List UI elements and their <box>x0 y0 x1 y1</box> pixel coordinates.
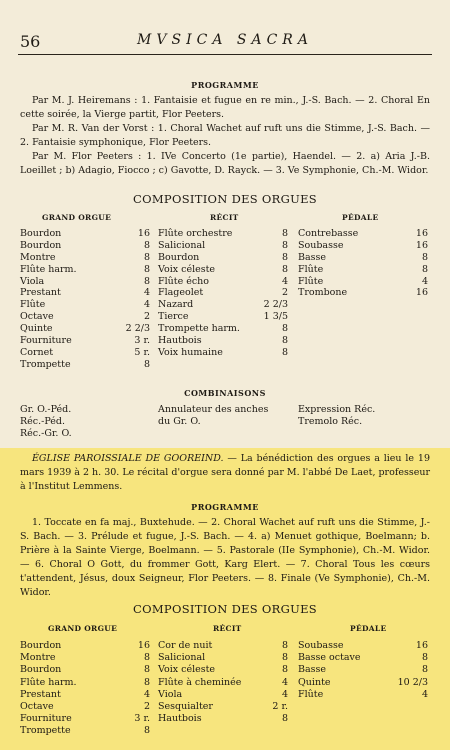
stop-row <box>298 228 428 240</box>
church-title: ÉGLISE PAROISSIALE DE GOOREIND. <box>32 453 224 464</box>
stop-row <box>158 299 288 311</box>
stop-name: Soubasse <box>298 640 344 651</box>
stop-name: Prestant <box>20 287 61 299</box>
stop-row <box>158 677 288 689</box>
stop-pitch: 4 <box>281 676 288 688</box>
stop-pitch: 8 <box>281 335 288 347</box>
stop-name: Voix céleste <box>158 263 216 275</box>
stop-row <box>20 276 150 288</box>
gooreind-intro <box>20 452 430 494</box>
stop-name: Fourniture <box>20 713 72 725</box>
stop-row <box>298 652 428 664</box>
stop-pitch: 8 <box>281 263 288 275</box>
stop-pitch: 4 <box>281 688 288 700</box>
stop-name: Hautbois <box>158 713 202 725</box>
stop-row <box>20 652 150 664</box>
stop-row <box>20 664 150 676</box>
stop-name: Flûte harm. <box>20 263 77 275</box>
stop-row <box>20 713 150 725</box>
stop-row <box>158 323 288 335</box>
stop-row <box>298 264 428 276</box>
stop-row <box>20 701 150 713</box>
stop-pitch: 8 <box>281 239 288 251</box>
stop-row <box>158 701 288 713</box>
stop-row <box>20 287 150 299</box>
stop-pitch: 8 <box>281 228 288 239</box>
stop-row <box>20 640 150 652</box>
combinations-col-3 <box>298 404 428 428</box>
stop-name: Flûte harm. <box>20 676 77 688</box>
stop-name: Bourdon <box>158 251 200 263</box>
stop-name: Fourniture <box>20 335 72 347</box>
stop-name: Trompette <box>20 358 71 370</box>
stop-row <box>20 299 150 311</box>
stop-pitch: 8 <box>143 725 150 737</box>
stop-pitch: 2 2/3 <box>125 323 150 335</box>
stop-pitch: 8 <box>143 664 150 676</box>
stop-name: Voix céleste <box>158 664 216 676</box>
stop-pitch: 8 <box>421 664 428 676</box>
stop-name: Contrebasse <box>298 228 359 239</box>
stop-name: Soubasse <box>298 239 344 251</box>
stop-name: Bourdon <box>20 239 62 251</box>
stop-pitch: 8 <box>143 263 150 275</box>
stop-name: Voix humaine <box>158 346 223 358</box>
stop-pitch: 2 2/3 <box>263 299 288 311</box>
stop-row <box>20 252 150 264</box>
stop-name: Bourdon <box>20 228 62 239</box>
stop-row <box>298 276 428 288</box>
stop-name: Quinte <box>298 676 331 688</box>
page-header <box>18 30 432 55</box>
stop-list-grand-orgue-2 <box>20 640 150 738</box>
stop-row <box>158 664 288 676</box>
stop-pitch: 8 <box>143 239 150 251</box>
stop-name: Nazard <box>158 299 194 311</box>
stop-pitch: 16 <box>415 228 428 239</box>
stop-row <box>158 689 288 701</box>
stop-pitch: 16 <box>415 640 428 651</box>
stop-pitch: 4 <box>143 299 150 311</box>
stop-row <box>20 359 150 371</box>
stop-pitch: 8 <box>421 251 428 263</box>
stop-name: Flûte à cheminée <box>158 676 242 688</box>
stop-row <box>298 640 428 652</box>
journal-title: MVSICA SACRA <box>137 32 313 48</box>
stop-row <box>158 240 288 252</box>
stop-name: Bourdon <box>20 640 62 651</box>
stop-row <box>158 264 288 276</box>
stop-list-grand-orgue <box>20 228 150 371</box>
stop-pitch: 4 <box>143 688 150 700</box>
stop-name: Flûte <box>298 263 324 275</box>
column-head-recit: RÉCIT <box>210 213 239 222</box>
stop-name: Montre <box>20 652 56 664</box>
stop-pitch: 4 <box>421 688 428 700</box>
stop-pitch: 16 <box>137 640 150 651</box>
stop-name: Flûte orchestre <box>158 228 233 239</box>
stop-pitch: 2 <box>281 287 288 299</box>
stop-name: Cornet <box>20 346 54 358</box>
stop-row <box>20 335 150 347</box>
stop-name: Trompette harm. <box>158 323 240 335</box>
stop-row <box>298 677 428 689</box>
stop-row <box>298 664 428 676</box>
stop-name: Basse octave <box>298 652 361 664</box>
stop-pitch: 2 <box>143 700 150 712</box>
stop-row <box>298 240 428 252</box>
stop-name: Trombone <box>298 287 348 299</box>
stop-name: Octave <box>20 700 54 712</box>
stop-name: Basse <box>298 251 327 263</box>
stop-row <box>20 689 150 701</box>
combination-item: Annulateur des anches <box>158 404 269 415</box>
program-line: Par M. J. Heiremans : 1. Fantaisie et fugue en re min., J.-S. Bach. — 2. Choral En cette soirée, la Vierge partit, Flor Peeters. <box>20 95 430 120</box>
stop-list-pedale-2 <box>298 640 428 701</box>
stop-row <box>158 713 288 725</box>
page-number: 56 <box>20 32 41 51</box>
stop-name: Flûte <box>20 299 46 311</box>
stop-name: Quinte <box>20 323 53 335</box>
combination-item: Réc.-Péd. <box>20 416 66 427</box>
program-paragraph: 1. Toccate en fa maj., Buxtehude. — 2. Choral Wachet auf ruft uns die Stimme, J.-S. Bach. — 3. Prélude et fugue, J.-S. Bach. — 4. a) Menuet gothique, Boelmann; b. Prière à la Sainte Vierge, Boelmann. — 5. Pastorale (IIe Symphonie), Ch.-M. Widor. — 6. Choral O Gott, du frommer Gott, Karg Elert. — 7. Choral Tous les cœurs t'attendent, Jésus, doux Seigneur, Flor Peeters. — 8. Finale (Ve Symphonie), Ch.-M. Widor. <box>20 517 430 598</box>
column-head-grand-orgue-2: GRAND ORGUE <box>48 624 118 633</box>
stop-pitch: 5 r. <box>134 346 150 358</box>
column-head-pedale: PÉDALE <box>342 213 379 222</box>
stop-pitch: 8 <box>421 652 428 664</box>
combinations-col-1 <box>20 404 150 440</box>
stop-name: Flageolet <box>158 287 204 299</box>
column-head-pedale-2: PÉDALE <box>350 624 387 633</box>
stop-name: Salicional <box>158 652 206 664</box>
stop-name: Bourdon <box>20 664 62 676</box>
stop-row <box>20 347 150 359</box>
combination-item: Tremolo Réc. <box>298 416 363 427</box>
program-text <box>20 94 430 178</box>
combination-item: Expression Réc. <box>298 404 376 415</box>
intro-text: — La bénédiction des orgues a lieu le 19 mars 1939 à 2 h. 30. Le récital d'orgue sera donné par M. l'abbé De Laet, professeur à l'Institut Lemmens. <box>20 453 430 492</box>
stop-pitch: 8 <box>143 676 150 688</box>
stop-pitch: 16 <box>137 228 150 239</box>
stop-row <box>20 725 150 737</box>
stop-pitch: 10 2/3 <box>397 676 428 688</box>
composition-title: COMPOSITION DES ORGUES <box>133 192 317 206</box>
stop-list-pedale <box>298 228 428 299</box>
stop-row <box>158 335 288 347</box>
stop-pitch: 2 <box>143 311 150 323</box>
stop-pitch: 8 <box>143 358 150 370</box>
combinations-col-2 <box>158 404 288 428</box>
stop-pitch: 3 r. <box>134 713 150 725</box>
stop-row <box>158 640 288 652</box>
stop-name: Tierce <box>158 311 189 323</box>
program-title: PROGRAMME <box>191 80 259 90</box>
stop-name: Sesquialter <box>158 700 213 712</box>
stop-pitch: 8 <box>281 346 288 358</box>
stop-pitch: 8 <box>143 652 150 664</box>
stop-name: Prestant <box>20 688 61 700</box>
stop-pitch: 8 <box>281 713 288 725</box>
stop-name: Viola <box>158 688 183 700</box>
stop-name: Flûte écho <box>158 275 209 287</box>
stop-pitch: 8 <box>281 664 288 676</box>
stop-row <box>20 323 150 335</box>
program-line: Par M. Flor Peeters : 1. IVe Concerto (1e partie), Haendel. — 2. a) Aria J.-B. Loeillet ; b) Adagio, Fiocco ; c) Gavotte, D. Rayck. — 3. Ve Symphonie, Ch.-M. Widor. <box>20 151 430 176</box>
combinations-title: COMBINAISONS <box>184 388 266 398</box>
stop-pitch: 8 <box>281 652 288 664</box>
stop-pitch: 8 <box>281 251 288 263</box>
program-line: Par M. R. Van der Vorst : 1. Choral Wachet auf ruft uns die Stimme, J.-S. Bach. — 2. Fantaisie symphonique, Flor Peeters. <box>20 123 430 148</box>
stop-pitch: 8 <box>281 323 288 335</box>
stop-name: Montre <box>20 251 56 263</box>
stop-row <box>20 240 150 252</box>
stop-pitch: 8 <box>143 275 150 287</box>
stop-pitch: 16 <box>415 287 428 299</box>
stop-row <box>298 689 428 701</box>
stop-list-recit <box>158 228 288 359</box>
combination-item: Gr. O.-Péd. <box>20 404 72 415</box>
stop-name: Flûte <box>298 688 324 700</box>
stop-name: Octave <box>20 311 54 323</box>
stop-name: Flûte <box>298 275 324 287</box>
stop-pitch: 4 <box>421 275 428 287</box>
stop-pitch: 2 r. <box>272 700 288 712</box>
program-title-2: PROGRAMME <box>191 502 259 512</box>
column-head-grand-orgue: GRAND ORGUE <box>42 213 112 222</box>
composition-title-2: COMPOSITION DES ORGUES <box>133 602 317 616</box>
stop-row <box>158 652 288 664</box>
stop-row <box>20 311 150 323</box>
stop-row <box>20 228 150 240</box>
stop-pitch: 1 3/5 <box>263 311 288 323</box>
stop-row <box>20 677 150 689</box>
stop-row <box>298 287 428 299</box>
stop-row <box>158 347 288 359</box>
stop-pitch: 4 <box>281 275 288 287</box>
stop-row <box>158 311 288 323</box>
stop-row <box>20 264 150 276</box>
stop-pitch: 8 <box>143 251 150 263</box>
stop-row <box>158 252 288 264</box>
stop-name: Hautbois <box>158 335 202 347</box>
stop-row <box>158 287 288 299</box>
stop-pitch: 16 <box>415 239 428 251</box>
stop-name: Viola <box>20 275 45 287</box>
stop-name: Cor de nuit <box>158 640 213 651</box>
column-head-recit-2: RÉCIT <box>213 624 242 633</box>
stop-name: Basse <box>298 664 327 676</box>
stop-pitch: 3 r. <box>134 335 150 347</box>
stop-pitch: 4 <box>143 287 150 299</box>
stop-name: Trompette <box>20 725 71 737</box>
stop-row <box>298 252 428 264</box>
combination-item: Réc.-Gr. O. <box>20 428 72 439</box>
stop-pitch: 8 <box>421 263 428 275</box>
stop-row <box>158 276 288 288</box>
stop-row <box>158 228 288 240</box>
combination-item: du Gr. O. <box>158 416 201 427</box>
stop-list-recit-2 <box>158 640 288 725</box>
stop-pitch: 8 <box>281 640 288 651</box>
program-text-2 <box>20 516 430 600</box>
stop-name: Salicional <box>158 239 206 251</box>
